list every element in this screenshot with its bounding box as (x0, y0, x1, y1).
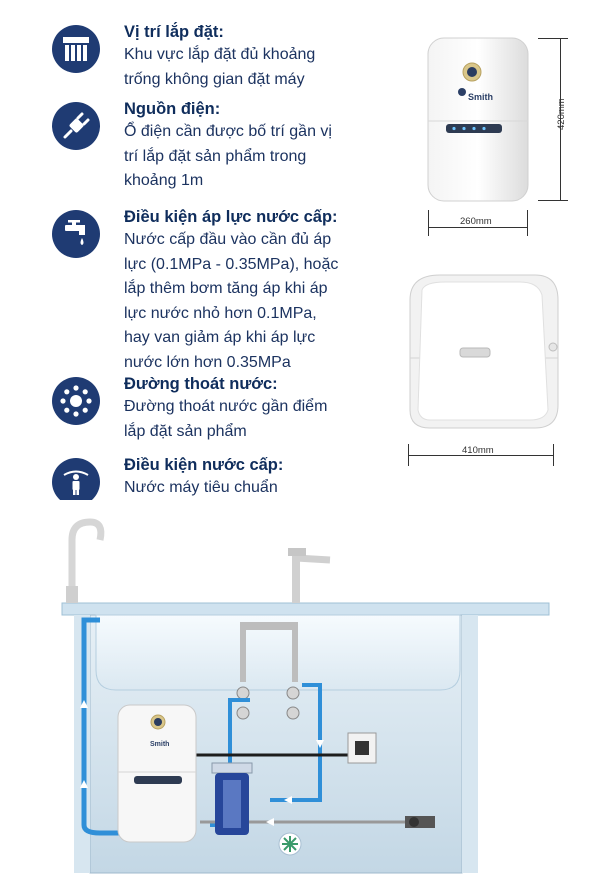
requirement-line: trống không gian đặt máy (124, 70, 305, 88)
requirement-line: hay van giảm áp khi áp lực (124, 329, 316, 346)
requirement-description (124, 43, 356, 92)
purifier-side-illustration (400, 270, 565, 435)
width-tick-left (428, 210, 429, 236)
depth-tick-right (553, 444, 554, 466)
height-tick-top (538, 38, 568, 39)
requirement-line: Nước cấp đầu vào cần đủ áp (124, 231, 332, 248)
requirement-title: Vị trí lắp đặt: (124, 23, 224, 41)
requirement-installation-location (0, 22, 380, 92)
depth-label: 410mm (462, 445, 494, 456)
requirement-title: Điều kiện áp lực nước cấp: (124, 208, 338, 226)
electric-plug-icon (52, 102, 100, 150)
requirement-line: lực (0.1MPa - 0.35MPa), hoặc (124, 255, 339, 273)
requirement-line: Đường thoát nước gần điểm (124, 398, 328, 415)
diagram-brand-logo: Smith (150, 741, 170, 748)
requirement-description (124, 476, 356, 501)
product-side-view (400, 270, 565, 470)
width-tick-right (527, 210, 528, 236)
requirement-line: trí lắp đặt sản phẩm trong (124, 147, 307, 165)
product-front-view (420, 30, 595, 240)
water-tap-icon (52, 210, 100, 258)
requirement-line: Khu vực lắp đặt đủ khoảng (124, 46, 316, 63)
requirement-line: Nước máy tiêu chuẩn (124, 479, 278, 496)
requirement-description (124, 395, 356, 444)
depth-tick-left (408, 444, 409, 466)
installation-diagram (0, 500, 600, 876)
requirement-power-source (0, 99, 380, 189)
requirement-title: Điều kiện nước cấp: (124, 456, 284, 474)
requirement-description (124, 228, 356, 375)
requirement-line: khoảng 1m (124, 172, 204, 189)
width-label: 260mm (460, 216, 492, 227)
height-label: 420mm (556, 98, 567, 130)
requirement-title: Nguồn điện: (124, 100, 221, 118)
requirement-line: lắp thêm bơm tăng áp khi áp (124, 280, 328, 297)
requirement-line: Ổ điện cần được bố trí gần vị (124, 123, 332, 140)
requirement-line: lực nước nhỏ hơn 0.1MPa, (124, 304, 317, 322)
drain-icon (52, 377, 100, 425)
water-quality-person-icon (52, 458, 100, 506)
width-dimension-line (428, 227, 528, 228)
building-icon (52, 25, 100, 73)
requirement-line: nước lớn hơn 0.35MPa (124, 353, 291, 371)
brand-logo: Smith (468, 92, 494, 102)
requirement-line: lắp đặt sản phẩm (124, 422, 247, 440)
purifier-front-illustration (420, 30, 595, 240)
requirement-drainage (0, 374, 380, 444)
requirement-title: Đường thoát nước: (124, 375, 278, 393)
height-tick-bottom (538, 200, 568, 201)
under-sink-scene (0, 500, 600, 876)
requirement-water-pressure (0, 207, 380, 371)
requirement-description (124, 120, 356, 194)
